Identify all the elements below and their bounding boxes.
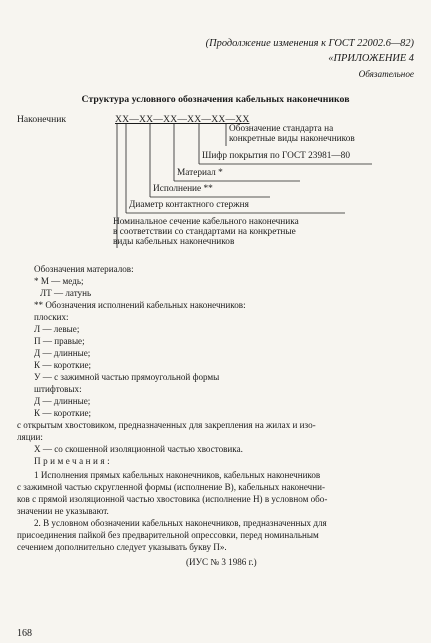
appendix-title: «ПРИЛОЖЕНИЕ 4 [328, 53, 414, 64]
body-line: Д — длинные; [34, 348, 91, 358]
body-line: плоских: [34, 312, 69, 322]
label-section-3: виды кабельных наконечников [113, 237, 235, 247]
body-line: Л — левые; [34, 324, 80, 334]
body-line: У — с зажимной частью прямоугольной формы [34, 372, 220, 382]
body-line: * М — медь; [34, 276, 84, 286]
body-line: сечением дополнительно следует указывать букву П». [17, 542, 227, 552]
body-line: П — правые; [34, 336, 85, 346]
label-material: Материал * [177, 168, 223, 178]
page-number: 168 [17, 628, 32, 639]
label-standard-1: Обозначение стандарта на [229, 124, 334, 134]
body-line: штифтовых: [34, 384, 82, 394]
body-line: присоединения пайкой без предварительной опрессовки, перед номинальным [17, 530, 319, 540]
label-execution: Исполнение ** [153, 184, 213, 194]
designation-code: XX—XX—XX—XX—XX—XX [115, 114, 250, 125]
body-line: К — короткие; [34, 360, 92, 370]
body-line: Обозначения материалов: [34, 264, 134, 274]
body-line: 2. В условном обозначении кабельных наконечников, предназначенных для [34, 518, 327, 528]
body-line: X — со скошенной изоляционной частью хвостовика. [34, 444, 243, 454]
body-line: ** Обозначения исполнений кабельных наконечников: [34, 300, 246, 310]
label-coating: Шифр покрытия по ГОСТ 23981—80 [202, 151, 350, 161]
body-line: с зажимной частью скругленной формы (исполнение В), кабельных наконечни- [17, 482, 326, 492]
section-title: Структура условного обозначения кабельных наконечников [81, 94, 350, 105]
source-reference: (ИУС № 3 1986 г.) [186, 557, 257, 567]
label-standard-2: конкретные виды наконечников [229, 134, 355, 144]
mandatory-label: Обязательное [358, 69, 414, 79]
body-line: 1 Исполнения прямых кабельных наконечников, кабельных наконечников [34, 470, 321, 480]
body-line: с открытым хвостовиком, предназначенных для закрепления на жилах и изо- [17, 420, 316, 430]
body-line: ков с прямой изоляционной частью хвостовика (исполнение Н) в условном обо- [17, 494, 328, 504]
body-line: ЛТ — латунь [40, 288, 92, 298]
notes-heading: Примечания: [34, 456, 113, 466]
label-section-1: Номинальное сечение кабельного наконечника [113, 217, 299, 227]
body-line: значении не указывают. [17, 506, 109, 516]
body-line: К — короткие; [34, 408, 92, 418]
body-line: Д — длинные; [34, 396, 91, 406]
designation-prefix: Наконечник [17, 114, 67, 125]
label-section-2: в соответствии со стандартами на конкретные [113, 227, 296, 237]
body-line: ляции: [17, 432, 43, 442]
label-diameter: Диаметр контактного стержня [129, 200, 249, 210]
continuation-note: (Продолжение изменения к ГОСТ 22002.6—82) [205, 38, 414, 49]
